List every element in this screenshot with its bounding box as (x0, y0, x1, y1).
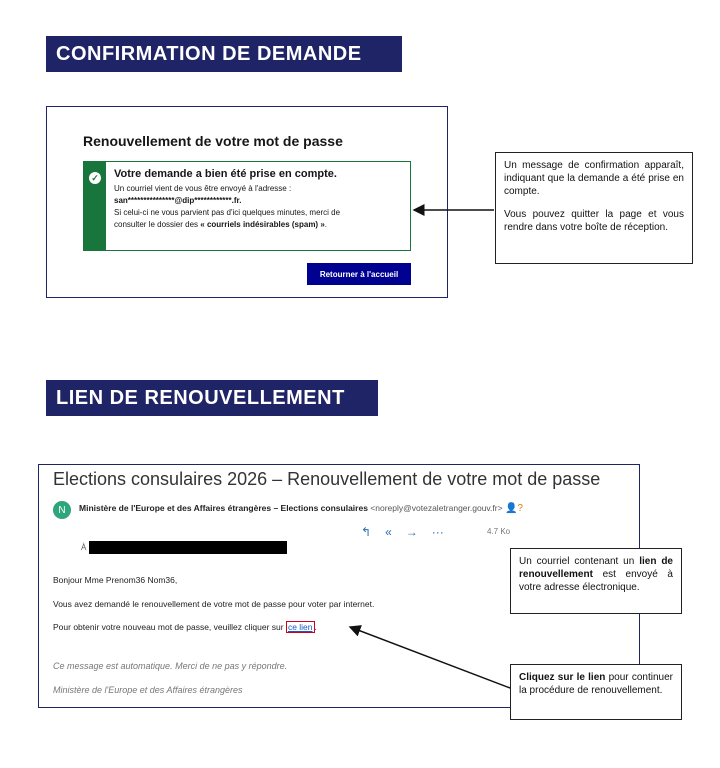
alert-body (106, 162, 348, 250)
email-size: 4.7 Ko (487, 527, 511, 536)
redacted-recipient (89, 541, 287, 554)
automatic-message-note: Ce message est automatique. Merci de ne pas y répondre. (53, 661, 288, 671)
masked-email: san***************@dip************.fr. (114, 196, 242, 205)
recipient-label: À (81, 543, 87, 552)
callout-text: est envoyé à votre adresse électronique. (519, 569, 673, 593)
forward-icon[interactable]: → (405, 525, 418, 539)
click-callout (510, 664, 682, 720)
email-greeting: Bonjour Mme Prenom36 Nom36, (53, 575, 178, 585)
email-text: Pour obtenir votre nouveau mot de passe, veuillez cliquer sur (53, 622, 286, 632)
callout-text: Un message de confirmation apparaît, indiquant que la demande a été prise en compte. (504, 160, 684, 197)
reply-icon[interactable]: ↰ (361, 525, 372, 539)
alert-line: Si celui-ci ne vous parvient pas d'ici quelques minutes, merci de (114, 208, 341, 217)
sender-line (79, 503, 523, 514)
email-body-line: Vous avez demandé le renouvellement de votre mot de passe pour voter par internet. (53, 599, 375, 609)
callout-text: pour continuer la procédure de renouvellement. (519, 672, 673, 696)
alert-accent-bar (84, 162, 106, 250)
section-title-renewal: LIEN DE RENOUVELLEMENT (46, 380, 378, 416)
callout-bold: Cliquez sur le lien (519, 672, 606, 683)
more-icon[interactable]: ··· (431, 525, 444, 539)
contact-icon[interactable]: 👤? (504, 503, 523, 514)
sender-avatar: N (53, 501, 71, 519)
sender-address: <noreply@votezaletranger.gouv.fr> (370, 503, 503, 513)
check-icon: ✓ (89, 172, 101, 184)
alert-text: consulter le dossier des (114, 220, 201, 229)
back-to-home-button[interactable]: Retourner à l'accueil (307, 263, 411, 285)
email-subject: Elections consulaires 2026 – Renouvellement de votre mot de passe (53, 469, 601, 489)
success-alert (83, 161, 411, 251)
callout-text: Un courriel contenant un (519, 556, 640, 567)
spam-folder-text: « courriels indésirables (spam) » (200, 220, 325, 229)
alert-title: Votre demande a bien été prise en compte. (114, 168, 337, 180)
callout-bold: lien de renouvellement (519, 556, 673, 580)
email-body-line (53, 622, 317, 632)
card-heading: Renouvellement de votre mot de passe (83, 133, 343, 149)
email-signature: Ministère de l'Europe et des Affaires étrangères (53, 685, 243, 695)
alert-text: . (324, 220, 327, 229)
section-title-confirmation: CONFIRMATION DE DEMANDE (46, 36, 402, 72)
email-callout (510, 548, 682, 614)
alert-line (114, 219, 340, 231)
reply-all-icon[interactable]: « (385, 525, 392, 539)
renewal-link[interactable]: ce lien (287, 622, 313, 632)
callout-text: Vous pouvez quitter la page et vous rendre dans votre boîte de réception. (504, 209, 684, 233)
sender-name: Ministère de l'Europe et des Affaires étrangères – Elections consulaires (79, 503, 368, 513)
email-actions (361, 525, 444, 539)
confirmation-callout (495, 152, 693, 264)
alert-line: Un courriel vient de vous être envoyé à l'adresse : (114, 184, 292, 193)
confirmation-card (46, 106, 448, 298)
email-text: . (314, 622, 317, 632)
